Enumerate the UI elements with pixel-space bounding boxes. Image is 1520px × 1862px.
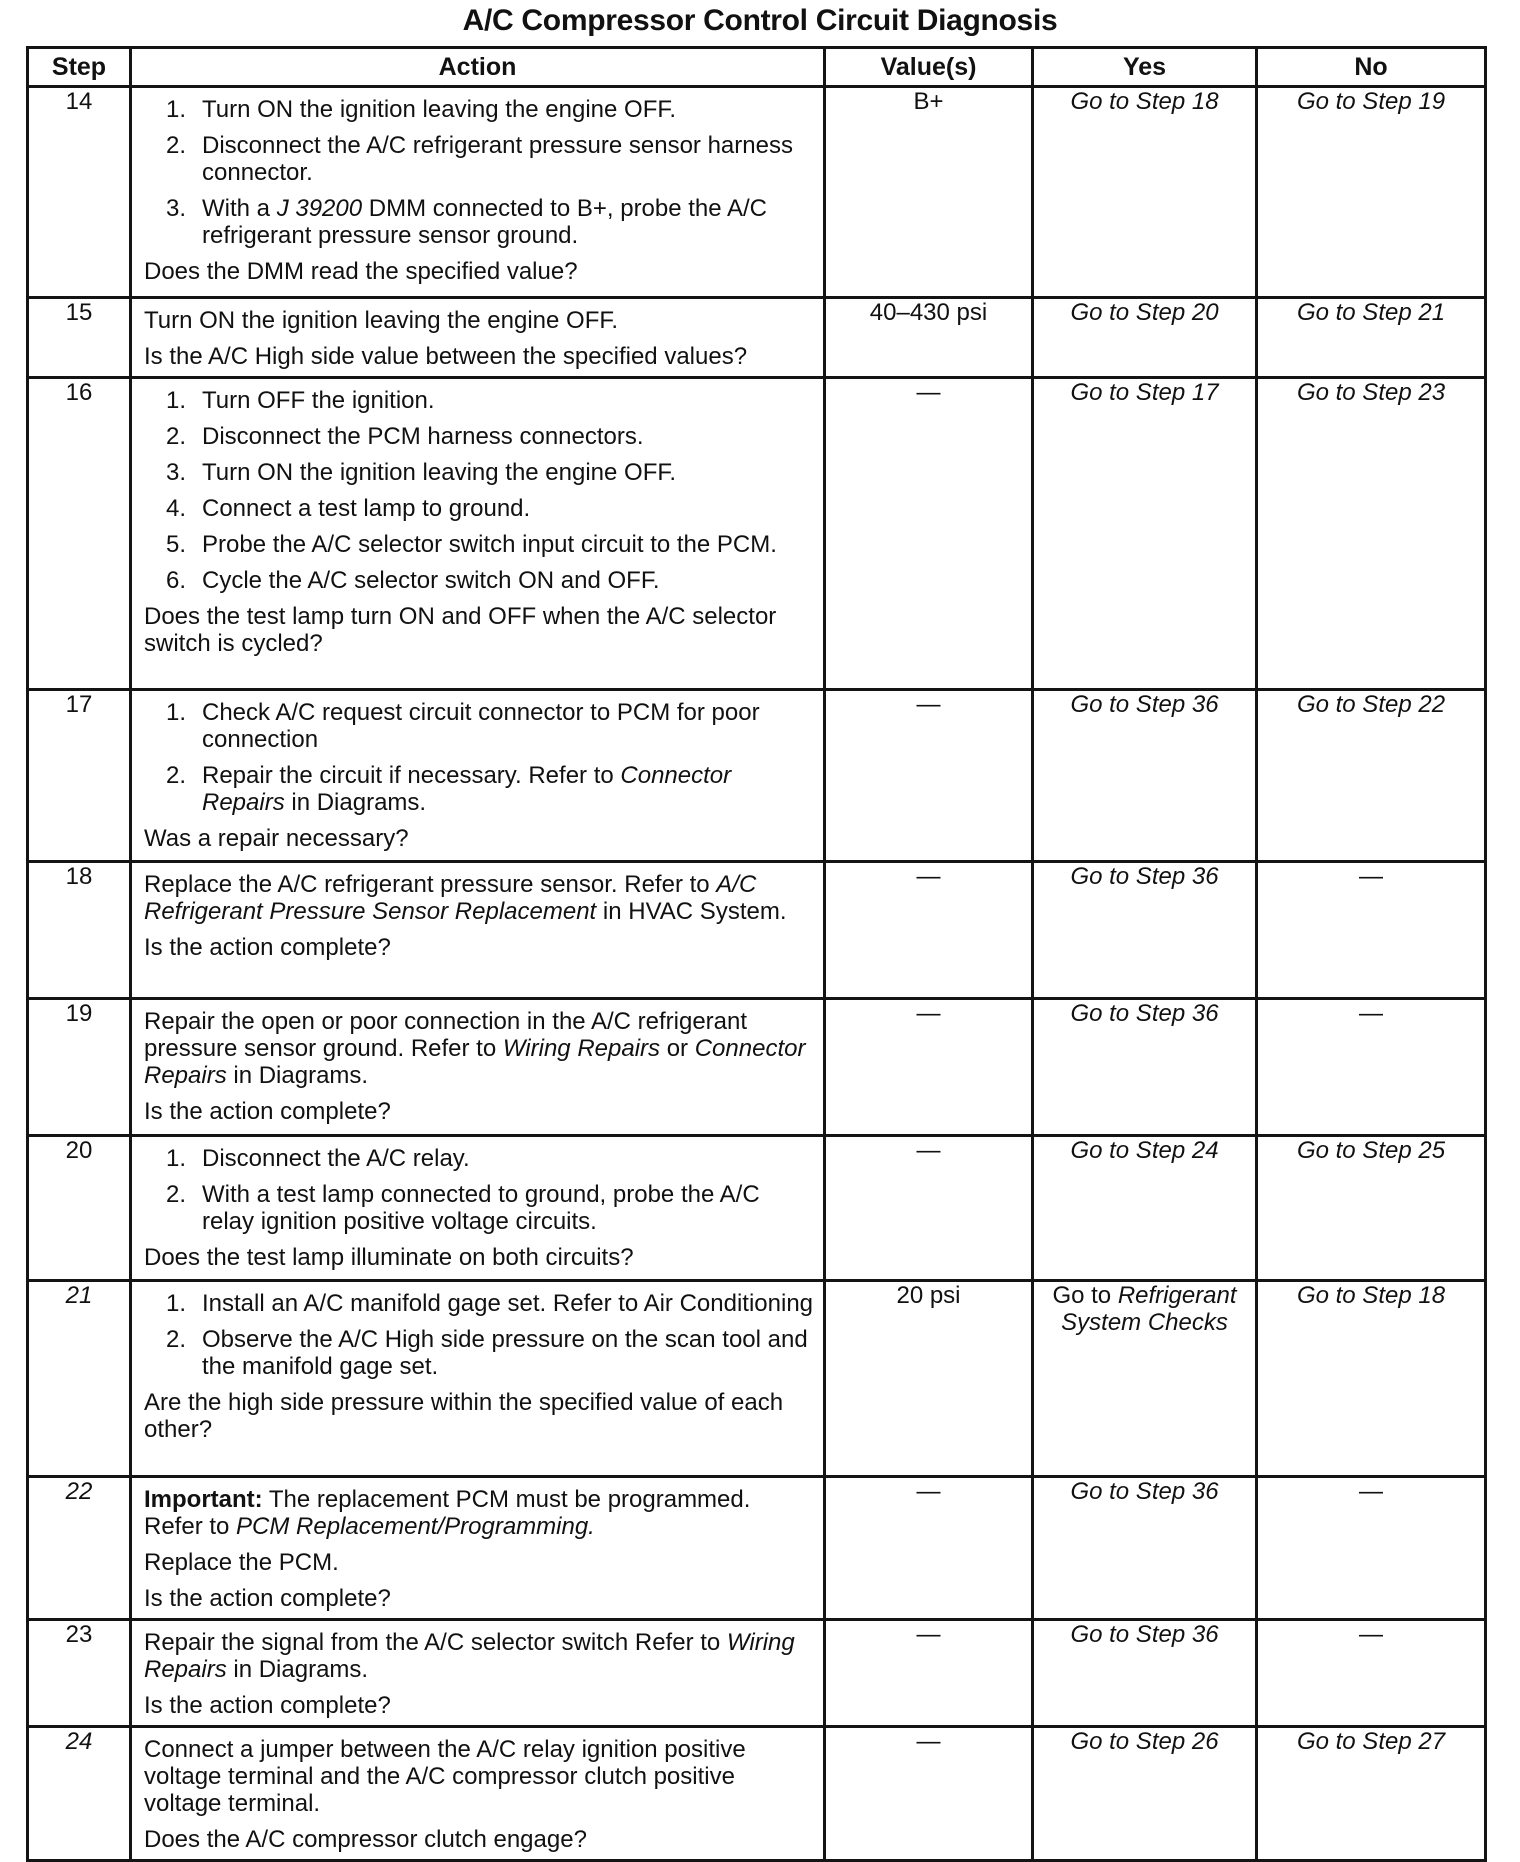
- yes-link: Go to Step 36: [1070, 863, 1219, 890]
- table-row: [28, 298, 1486, 378]
- yes-cell: [1033, 1281, 1257, 1477]
- header-yes: Yes: [1033, 48, 1257, 87]
- value-cell: —: [825, 862, 1033, 999]
- step-cell: 19: [28, 999, 131, 1136]
- doc-reference: Connector Repairs: [144, 1035, 806, 1089]
- step-cell: 21: [28, 1281, 131, 1477]
- no-cell: —: [1257, 999, 1486, 1136]
- value-cell: —: [825, 378, 1033, 690]
- yes-link-prefix: Go to: [1052, 1282, 1112, 1309]
- action-question: Does the test lamp turn ON and OFF when the A/C selector switch is cycled?: [144, 603, 777, 657]
- no-cell: [1257, 1727, 1486, 1861]
- action-item: Disconnect the PCM harness connectors.: [202, 423, 644, 450]
- table-row: [28, 87, 1486, 298]
- value-cell: 20 psi: [825, 1281, 1033, 1477]
- yes-link-ref: Refrigerant: [1117, 1282, 1237, 1309]
- action-cell: [131, 1477, 825, 1620]
- step-cell: 15: [28, 298, 131, 378]
- step-cell: 20: [28, 1136, 131, 1281]
- no-cell: [1257, 1281, 1486, 1477]
- table-row: [28, 690, 1486, 862]
- value-cell: —: [825, 1136, 1033, 1281]
- action-item: Disconnect the A/C refrigerant pressure sensor harness connector.: [202, 132, 793, 186]
- action-question: Are the high side pressure within the specified value of each other?: [144, 1389, 784, 1443]
- yes-cell: [1033, 1727, 1257, 1861]
- step-cell: 16: [28, 378, 131, 690]
- action-question: Is the action complete?: [144, 1692, 391, 1719]
- table-row: [28, 1620, 1486, 1727]
- important-label: Important:: [144, 1486, 263, 1513]
- action-question: Is the A/C High side value between the specified values?: [144, 343, 748, 370]
- action-item: Install an A/C manifold gage set. Refer to Air Conditioning: [202, 1290, 814, 1317]
- no-link: Go to Step 27: [1296, 1728, 1446, 1755]
- no-cell: —: [1257, 1620, 1486, 1727]
- action-item: With a: [202, 195, 271, 222]
- document-title: A/C Compressor Control Circuit Diagnosis: [462, 4, 1058, 37]
- step-cell: 22: [28, 1477, 131, 1620]
- no-cell: [1257, 298, 1486, 378]
- yes-cell: [1033, 1620, 1257, 1727]
- action-cell: [131, 298, 825, 378]
- action-text: in HVAC System.: [602, 898, 787, 925]
- yes-link-ref: System Checks: [1061, 1309, 1228, 1336]
- step-cell: 18: [28, 862, 131, 999]
- doc-reference: Connector Repairs: [202, 762, 732, 816]
- table-row: [28, 1477, 1486, 1620]
- yes-link: Go to Step 36: [1070, 1000, 1219, 1027]
- no-cell: [1257, 1136, 1486, 1281]
- value-cell: —: [825, 1477, 1033, 1620]
- no-link: Go to Step 21: [1296, 299, 1446, 326]
- doc-reference: A/C Refrigerant Pressure Sensor Replacement: [144, 871, 757, 925]
- action-question: Does the DMM read the specified value?: [144, 258, 578, 285]
- doc-reference: PCM Replacement/Programming.: [236, 1513, 595, 1540]
- yes-cell: [1033, 378, 1257, 690]
- yes-link: Go to Step 20: [1070, 299, 1219, 326]
- action-item: Disconnect the A/C relay.: [202, 1145, 470, 1172]
- action-item: Connect a test lamp to ground.: [202, 495, 531, 522]
- action-text: Repair the open or poor connection in the A/C refrigerant pressure sensor ground. Refer to: [144, 1008, 748, 1062]
- yes-link: [1034, 1282, 1255, 1342]
- action-item: Turn ON the ignition leaving the engine OFF.: [202, 96, 677, 123]
- header-no: No: [1257, 48, 1486, 87]
- tool-reference: J 39200: [276, 195, 363, 222]
- action-cell: [131, 999, 825, 1136]
- action-cell: 1. Disconnect the A/C relay. 2. With a test lamp connected to ground, probe the A/C relay ignition positive voltage circuits. Does the test lamp illuminate on both circuits?: [131, 1136, 825, 1281]
- table-row: [28, 1281, 1486, 1477]
- yes-cell: [1033, 1477, 1257, 1620]
- table-row: [28, 1727, 1486, 1861]
- action-cell: [131, 1727, 825, 1861]
- action-text: Turn ON the ignition leaving the engine OFF.: [144, 307, 619, 334]
- action-cell: [131, 1620, 825, 1727]
- action-text: Repair the signal from the A/C selector switch Refer to: [144, 1629, 721, 1656]
- value-cell: —: [825, 999, 1033, 1136]
- step-cell: 24: [28, 1727, 131, 1861]
- action-item: Check A/C request circuit connector to PCM for poor connection: [202, 699, 760, 753]
- table-row: [28, 999, 1486, 1136]
- step-cell: 23: [28, 1620, 131, 1727]
- yes-cell: [1033, 862, 1257, 999]
- no-cell: —: [1257, 862, 1486, 999]
- value-cell: —: [825, 1727, 1033, 1861]
- doc-reference: Wiring Repairs: [502, 1035, 661, 1062]
- yes-link: Go to Step 36: [1070, 1478, 1219, 1505]
- header-step: Step: [28, 48, 131, 87]
- value-cell: —: [825, 1620, 1033, 1727]
- action-cell: 1. Install an A/C manifold gage set. Refer to Air Conditioning 2. Observe the A/C High side pressure on the scan tool and the manifold gage set. Are the high side pressure within the specified value of each other?: [131, 1281, 825, 1477]
- action-cell: 1. Check A/C request circuit connector to PCM for poor connection 2. Repair the circuit if necessary. Refer to Connector Repairs in Diagrams. Was a repair necessary?: [131, 690, 825, 862]
- table-row: [28, 1136, 1486, 1281]
- yes-link: Go to Step 36: [1070, 1621, 1219, 1648]
- table-row: [28, 862, 1486, 999]
- action-question: Is the action complete?: [144, 1098, 391, 1125]
- action-item: Turn ON the ignition leaving the engine OFF.: [202, 459, 677, 486]
- step-cell: 14: [28, 87, 131, 298]
- no-link: Go to Step 22: [1296, 691, 1446, 718]
- action-question: Is the action complete?: [144, 934, 391, 961]
- yes-cell: [1033, 298, 1257, 378]
- header-values: Value(s): [825, 48, 1033, 87]
- important-text: The replacement PCM must be programmed. Refer to: [144, 1486, 751, 1540]
- action-item: DMM connected to B+, probe the A/C refrigerant pressure sensor ground.: [202, 195, 767, 249]
- action-question: Does the A/C compressor clutch engage?: [144, 1826, 587, 1853]
- action-cell: 1. Turn ON the ignition leaving the engine OFF. 2. Disconnect the A/C refrigerant pressure sensor harness connector. 3. With a J 39200 DMM connected to B+, probe the A/C refrigerant pressure sensor ground. Does the DMM read the specified value?: [131, 87, 825, 298]
- yes-link: Go to Step 17: [1070, 379, 1219, 406]
- header-row: [28, 48, 1486, 87]
- value-cell: 40–430 psi: [825, 298, 1033, 378]
- no-cell: —: [1257, 1477, 1486, 1620]
- action-question: Was a repair necessary?: [144, 825, 409, 852]
- doc-reference: Wiring Repairs: [144, 1629, 795, 1683]
- action-cell: [131, 862, 825, 999]
- action-text: in Diagrams.: [233, 1062, 369, 1089]
- no-link: Go to Step 19: [1296, 88, 1446, 115]
- action-item: in Diagrams.: [291, 789, 427, 816]
- action-text: Replace the PCM.: [144, 1549, 339, 1576]
- value-cell: B+: [825, 87, 1033, 298]
- yes-link: Go to Step 36: [1070, 691, 1219, 718]
- no-link: Go to Step 23: [1296, 379, 1446, 406]
- action-question: Does the test lamp illuminate on both circuits?: [144, 1244, 634, 1271]
- yes-cell: [1033, 1136, 1257, 1281]
- yes-cell: [1033, 690, 1257, 862]
- yes-cell: [1033, 999, 1257, 1136]
- action-item: Repair the circuit if necessary. Refer to: [202, 762, 614, 789]
- diagnosis-table: [26, 46, 1487, 1862]
- action-item: Probe the A/C selector switch input circuit to the PCM.: [202, 531, 777, 558]
- table-row: [28, 378, 1486, 690]
- yes-cell: [1033, 87, 1257, 298]
- yes-link: Go to Step 26: [1070, 1728, 1219, 1755]
- header-action: Action: [131, 48, 825, 87]
- action-item: Turn OFF the ignition.: [202, 387, 435, 414]
- yes-link: Go to Step 18: [1070, 88, 1219, 115]
- no-link: Go to Step 18: [1296, 1282, 1446, 1309]
- action-item: Cycle the A/C selector switch ON and OFF.: [202, 567, 660, 594]
- step-cell: 17: [28, 690, 131, 862]
- action-question: Is the action complete?: [144, 1585, 391, 1612]
- action-text: Replace the A/C refrigerant pressure sensor. Refer to: [144, 871, 710, 898]
- action-item: Observe the A/C High side pressure on the scan tool and the manifold gage set.: [202, 1326, 808, 1380]
- action-text: Connect a jumper between the A/C relay ignition positive voltage terminal and the A/C compressor clutch positive voltage terminal.: [144, 1736, 746, 1817]
- yes-link: Go to Step 24: [1070, 1137, 1219, 1164]
- no-cell: [1257, 378, 1486, 690]
- action-text: or: [666, 1035, 689, 1062]
- no-link: Go to Step 25: [1296, 1137, 1446, 1164]
- action-cell: 1. Turn OFF the ignition. 2. Disconnect the PCM harness connectors. 3. Turn ON the ignition leaving the engine OFF. 4. Connect a test lamp to ground. 5. Probe the A/C selector switch input circuit to the PCM. 6. Cycle the A/C selector switch ON and OFF. Does the test lamp turn ON and OFF when the A/C selector switch is cycled?: [131, 378, 825, 690]
- no-cell: [1257, 87, 1486, 298]
- action-text: in Diagrams.: [233, 1656, 369, 1683]
- no-cell: [1257, 690, 1486, 862]
- value-cell: —: [825, 690, 1033, 862]
- action-item: With a test lamp connected to ground, probe the A/C relay ignition positive voltage circuits.: [202, 1181, 760, 1235]
